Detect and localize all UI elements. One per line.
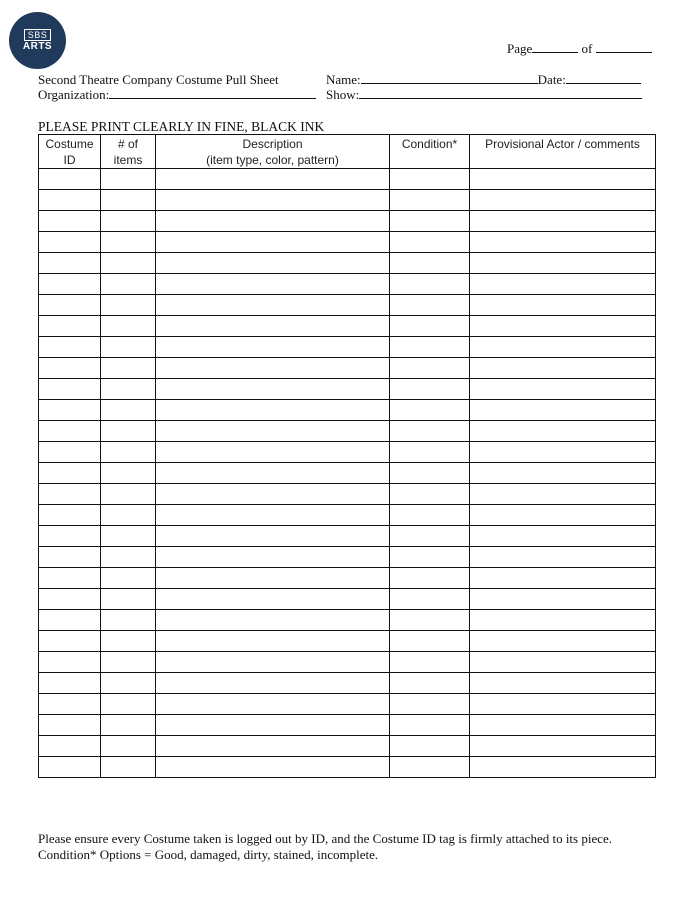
cell-condition[interactable] xyxy=(390,505,470,526)
page-number-blank[interactable] xyxy=(532,41,578,53)
cell-number-of-items[interactable] xyxy=(101,442,156,463)
cell-description[interactable] xyxy=(156,400,390,421)
table-row xyxy=(39,631,656,652)
col-number-of-items: # of items xyxy=(101,135,156,169)
cell-number-of-items[interactable] xyxy=(101,358,156,379)
cell-description[interactable] xyxy=(156,169,390,190)
cell-description[interactable] xyxy=(156,316,390,337)
cell-provisional-actor[interactable] xyxy=(470,337,656,358)
cell-provisional-actor[interactable] xyxy=(470,526,656,547)
cell-provisional-actor[interactable] xyxy=(470,421,656,442)
cell-number-of-items[interactable] xyxy=(101,253,156,274)
organization-label: Organization: xyxy=(38,87,110,102)
sbs-arts-logo xyxy=(9,12,66,69)
cell-number-of-items[interactable] xyxy=(101,547,156,568)
table-row xyxy=(39,736,656,757)
cell-description[interactable] xyxy=(156,484,390,505)
table-row xyxy=(39,652,656,673)
cell-provisional-actor[interactable] xyxy=(470,253,656,274)
cell-costume-id[interactable] xyxy=(39,211,101,232)
cell-condition[interactable] xyxy=(390,253,470,274)
cell-number-of-items[interactable] xyxy=(101,505,156,526)
logo-line-2: ARTS xyxy=(22,40,53,52)
date-blank[interactable] xyxy=(566,72,641,84)
logo-line-1: SBS xyxy=(24,29,52,41)
cell-costume-id[interactable] xyxy=(39,169,101,190)
table-row xyxy=(39,169,656,190)
cell-costume-id[interactable] xyxy=(39,757,101,778)
cell-costume-id[interactable] xyxy=(39,589,101,610)
cell-provisional-actor[interactable] xyxy=(470,358,656,379)
cell-condition[interactable] xyxy=(390,169,470,190)
table-row xyxy=(39,211,656,232)
cell-number-of-items[interactable] xyxy=(101,631,156,652)
cell-costume-id[interactable] xyxy=(39,568,101,589)
cell-costume-id[interactable] xyxy=(39,316,101,337)
cell-provisional-actor[interactable] xyxy=(470,211,656,232)
cell-description[interactable] xyxy=(156,337,390,358)
cell-description[interactable] xyxy=(156,211,390,232)
cell-number-of-items[interactable] xyxy=(101,421,156,442)
table-row xyxy=(39,274,656,295)
cell-description[interactable] xyxy=(156,232,390,253)
cell-costume-id[interactable] xyxy=(39,274,101,295)
name-blank[interactable] xyxy=(361,72,538,84)
table-row xyxy=(39,610,656,631)
table-row xyxy=(39,505,656,526)
cell-costume-id[interactable] xyxy=(39,652,101,673)
cell-provisional-actor[interactable] xyxy=(470,274,656,295)
cell-number-of-items[interactable] xyxy=(101,736,156,757)
col-provisional-actor: Provisional Actor / comments xyxy=(470,135,656,169)
cell-costume-id[interactable] xyxy=(39,232,101,253)
cell-costume-id[interactable] xyxy=(39,358,101,379)
table-row xyxy=(39,232,656,253)
cell-condition[interactable] xyxy=(390,715,470,736)
cell-condition[interactable] xyxy=(390,211,470,232)
cell-provisional-actor[interactable] xyxy=(470,631,656,652)
costume-pull-table xyxy=(38,134,656,778)
cell-number-of-items[interactable] xyxy=(101,211,156,232)
cell-description[interactable] xyxy=(156,379,390,400)
table-row xyxy=(39,190,656,211)
table-row xyxy=(39,253,656,274)
cell-costume-id[interactable] xyxy=(39,421,101,442)
cell-number-of-items[interactable] xyxy=(101,589,156,610)
show-label: Show: xyxy=(326,87,360,102)
table-row xyxy=(39,400,656,421)
table-row xyxy=(39,568,656,589)
cell-costume-id[interactable] xyxy=(39,379,101,400)
cell-costume-id[interactable] xyxy=(39,442,101,463)
cell-description[interactable] xyxy=(156,463,390,484)
table-row xyxy=(39,337,656,358)
page-number-line xyxy=(507,41,652,57)
cell-description[interactable] xyxy=(156,631,390,652)
page-total-blank[interactable] xyxy=(596,41,652,53)
cell-description[interactable] xyxy=(156,547,390,568)
cell-costume-id[interactable] xyxy=(39,673,101,694)
table-row xyxy=(39,757,656,778)
cell-provisional-actor[interactable] xyxy=(470,652,656,673)
date-label: Date: xyxy=(537,72,566,87)
cell-provisional-actor[interactable] xyxy=(470,736,656,757)
table-row xyxy=(39,589,656,610)
cell-condition[interactable] xyxy=(390,568,470,589)
table-row xyxy=(39,379,656,400)
cell-condition[interactable] xyxy=(390,337,470,358)
cell-number-of-items[interactable] xyxy=(101,610,156,631)
table-row xyxy=(39,442,656,463)
cell-number-of-items[interactable] xyxy=(101,463,156,484)
cell-provisional-actor[interactable] xyxy=(470,694,656,715)
footer-note-1: Please ensure every Costume taken is logged out by ID, and the Costume ID tag is firmly attached to its piece. xyxy=(38,831,613,846)
cell-number-of-items[interactable] xyxy=(101,526,156,547)
organization-field xyxy=(38,87,316,103)
sheet-title: Second Theatre Company Costume Pull Sheet xyxy=(38,72,279,87)
cell-costume-id[interactable] xyxy=(39,547,101,568)
page-label: Page xyxy=(507,41,533,56)
show-blank[interactable] xyxy=(359,87,642,99)
table-row xyxy=(39,526,656,547)
table-row xyxy=(39,715,656,736)
cell-number-of-items[interactable] xyxy=(101,190,156,211)
cell-condition[interactable] xyxy=(390,442,470,463)
cell-condition[interactable] xyxy=(390,547,470,568)
cell-condition[interactable] xyxy=(390,358,470,379)
cell-costume-id[interactable] xyxy=(39,295,101,316)
cell-provisional-actor[interactable] xyxy=(470,757,656,778)
cell-number-of-items[interactable] xyxy=(101,673,156,694)
cell-description[interactable] xyxy=(156,694,390,715)
cell-costume-id[interactable] xyxy=(39,610,101,631)
cell-condition[interactable] xyxy=(390,694,470,715)
cell-condition[interactable] xyxy=(390,190,470,211)
table-row xyxy=(39,547,656,568)
cell-number-of-items[interactable] xyxy=(101,400,156,421)
cell-condition[interactable] xyxy=(390,610,470,631)
table-row xyxy=(39,358,656,379)
cell-number-of-items[interactable] xyxy=(101,169,156,190)
cell-condition[interactable] xyxy=(390,673,470,694)
table-row xyxy=(39,463,656,484)
cell-provisional-actor[interactable] xyxy=(470,547,656,568)
cell-condition[interactable] xyxy=(390,589,470,610)
cell-provisional-actor[interactable] xyxy=(470,190,656,211)
cell-description[interactable] xyxy=(156,442,390,463)
cell-provisional-actor[interactable] xyxy=(470,589,656,610)
cell-number-of-items[interactable] xyxy=(101,316,156,337)
cell-condition[interactable] xyxy=(390,400,470,421)
cell-description[interactable] xyxy=(156,757,390,778)
cell-provisional-actor[interactable] xyxy=(470,673,656,694)
cell-number-of-items[interactable] xyxy=(101,757,156,778)
cell-provisional-actor[interactable] xyxy=(470,295,656,316)
cell-condition[interactable] xyxy=(390,316,470,337)
cell-costume-id[interactable] xyxy=(39,505,101,526)
cell-number-of-items[interactable] xyxy=(101,379,156,400)
cell-provisional-actor[interactable] xyxy=(470,232,656,253)
cell-costume-id[interactable] xyxy=(39,190,101,211)
cell-description[interactable] xyxy=(156,715,390,736)
cell-costume-id[interactable] xyxy=(39,631,101,652)
cell-description[interactable] xyxy=(156,505,390,526)
print-instruction: PLEASE PRINT CLEARLY IN FINE, BLACK INK xyxy=(38,119,325,134)
cell-condition[interactable] xyxy=(390,295,470,316)
cell-condition[interactable] xyxy=(390,526,470,547)
page-of-label: of xyxy=(581,41,593,56)
cell-condition[interactable] xyxy=(390,652,470,673)
name-label: Name: xyxy=(326,72,361,87)
cell-number-of-items[interactable] xyxy=(101,484,156,505)
cell-description[interactable] xyxy=(156,673,390,694)
cell-condition[interactable] xyxy=(390,232,470,253)
cell-costume-id[interactable] xyxy=(39,253,101,274)
cell-provisional-actor[interactable] xyxy=(470,169,656,190)
cell-number-of-items[interactable] xyxy=(101,694,156,715)
table-row xyxy=(39,316,656,337)
table-row xyxy=(39,421,656,442)
cell-number-of-items[interactable] xyxy=(101,232,156,253)
cell-costume-id[interactable] xyxy=(39,736,101,757)
cell-condition[interactable] xyxy=(390,463,470,484)
cell-number-of-items[interactable] xyxy=(101,652,156,673)
table-body xyxy=(39,169,656,778)
cell-number-of-items[interactable] xyxy=(101,274,156,295)
cell-condition[interactable] xyxy=(390,484,470,505)
cell-description[interactable] xyxy=(156,253,390,274)
cell-costume-id[interactable] xyxy=(39,715,101,736)
cell-description[interactable] xyxy=(156,736,390,757)
cell-condition[interactable] xyxy=(390,736,470,757)
table-row xyxy=(39,673,656,694)
cell-provisional-actor[interactable] xyxy=(470,715,656,736)
cell-provisional-actor[interactable] xyxy=(470,400,656,421)
table-row xyxy=(39,694,656,715)
cell-costume-id[interactable] xyxy=(39,694,101,715)
footer-note-2: Condition* Options = Good, damaged, dirty, stained, incomplete. xyxy=(38,847,379,862)
table-header-row xyxy=(39,135,656,169)
cell-provisional-actor[interactable] xyxy=(470,316,656,337)
cell-condition[interactable] xyxy=(390,274,470,295)
cell-description[interactable] xyxy=(156,421,390,442)
cell-number-of-items[interactable] xyxy=(101,295,156,316)
cell-condition[interactable] xyxy=(390,379,470,400)
cell-costume-id[interactable] xyxy=(39,463,101,484)
table-row xyxy=(39,484,656,505)
cell-provisional-actor[interactable] xyxy=(470,568,656,589)
cell-number-of-items[interactable] xyxy=(101,337,156,358)
cell-costume-id[interactable] xyxy=(39,526,101,547)
col-costume-id: Costume ID xyxy=(39,135,101,169)
cell-provisional-actor[interactable] xyxy=(470,505,656,526)
cell-description[interactable] xyxy=(156,274,390,295)
cell-description[interactable] xyxy=(156,589,390,610)
cell-condition[interactable] xyxy=(390,757,470,778)
cell-condition[interactable] xyxy=(390,421,470,442)
organization-blank[interactable] xyxy=(109,87,316,99)
table-row xyxy=(39,295,656,316)
cell-description[interactable] xyxy=(156,610,390,631)
cell-description[interactable] xyxy=(156,295,390,316)
cell-provisional-actor[interactable] xyxy=(470,463,656,484)
cell-description[interactable] xyxy=(156,190,390,211)
cell-description[interactable] xyxy=(156,652,390,673)
col-condition: Condition* xyxy=(390,135,470,169)
cell-condition[interactable] xyxy=(390,631,470,652)
cell-description[interactable] xyxy=(156,568,390,589)
cell-provisional-actor[interactable] xyxy=(470,442,656,463)
cell-provisional-actor[interactable] xyxy=(470,610,656,631)
cell-number-of-items[interactable] xyxy=(101,715,156,736)
col-description: Description (item type, color, pattern) xyxy=(156,135,390,169)
cell-number-of-items[interactable] xyxy=(101,568,156,589)
show-field xyxy=(326,87,642,103)
cell-description[interactable] xyxy=(156,526,390,547)
cell-provisional-actor[interactable] xyxy=(470,379,656,400)
cell-description[interactable] xyxy=(156,358,390,379)
cell-costume-id[interactable] xyxy=(39,337,101,358)
cell-costume-id[interactable] xyxy=(39,484,101,505)
name-field xyxy=(326,72,641,88)
cell-costume-id[interactable] xyxy=(39,400,101,421)
cell-provisional-actor[interactable] xyxy=(470,484,656,505)
